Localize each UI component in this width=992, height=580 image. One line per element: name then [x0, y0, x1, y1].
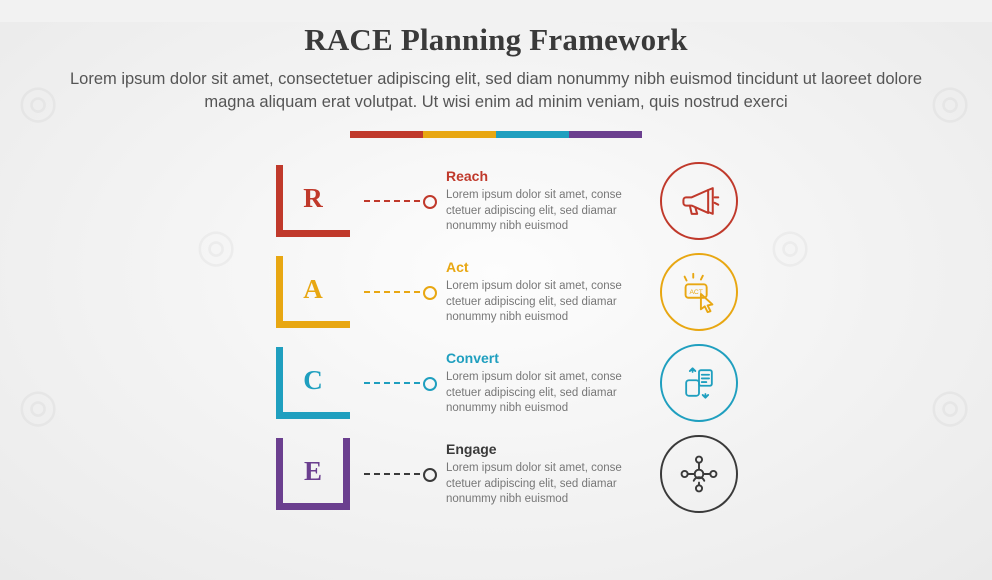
network-users-icon — [660, 435, 738, 513]
row-convert[interactable] — [276, 338, 992, 429]
row-engage[interactable] — [276, 429, 992, 520]
checklist-arrows-icon — [660, 344, 738, 422]
bracket-act — [276, 256, 350, 328]
heading-engage: Engage — [446, 441, 497, 458]
color-bar-segment-reach — [350, 131, 423, 138]
page-subtitle: Lorem ipsum dolor sit amet, consectetuer adipiscing elit, sed diam nonummy nibh euismod tincidunt ut laoreet dolore magna aliquam erat volutpat. Ut wisi enim ad minim veniam, quis nostrud exerci — [69, 70, 923, 112]
color-bar-segment-convert — [496, 131, 569, 138]
desc-convert: Lorem ipsum dolor sit amet, conse ctetuer adipiscing elit, sed diamar nonummy nibh euismod — [446, 371, 622, 415]
row-act[interactable] — [276, 247, 992, 338]
color-bar-segment-engage — [569, 131, 642, 138]
rows-container — [0, 156, 992, 520]
text-engage — [446, 441, 636, 507]
bracket-engage — [276, 438, 350, 510]
letter-engage: E — [303, 455, 322, 486]
infographic-root — [0, 22, 992, 580]
color-bar — [350, 131, 642, 138]
click-cursor-icon — [660, 253, 738, 331]
connector-engage — [364, 464, 442, 484]
svg-text:ACT: ACT — [689, 289, 703, 297]
megaphone-icon — [660, 162, 738, 240]
text-act — [446, 259, 636, 325]
icon-wrap-reach — [658, 160, 740, 242]
heading-act: Act — [446, 259, 469, 276]
icon-wrap-act — [658, 251, 740, 333]
letter-act: A — [303, 273, 323, 304]
desc-reach: Lorem ipsum dolor sit amet, conse ctetuer adipiscing elit, sed diamar nonummy nibh euismod — [446, 189, 622, 233]
bracket-reach — [276, 165, 350, 237]
heading-convert: Convert — [446, 350, 499, 367]
text-reach — [446, 168, 636, 234]
desc-act: Lorem ipsum dolor sit amet, conse ctetuer adipiscing elit, sed diamar nonummy nibh euismod — [446, 280, 622, 324]
letter-reach: R — [303, 182, 323, 213]
connector-convert — [364, 373, 442, 393]
row-reach[interactable] — [276, 156, 992, 247]
page-title: RACE Planning Framework — [304, 22, 688, 57]
bracket-convert — [276, 347, 350, 419]
connector-reach — [364, 191, 442, 211]
text-convert — [446, 350, 636, 416]
connector-act — [364, 282, 442, 302]
icon-wrap-engage — [658, 433, 740, 515]
color-bar-segment-act — [423, 131, 496, 138]
icon-wrap-convert — [658, 342, 740, 424]
letter-convert: C — [303, 364, 323, 395]
desc-engage: Lorem ipsum dolor sit amet, conse ctetuer adipiscing elit, sed diamar nonummy nibh euismod — [446, 462, 622, 506]
heading-reach: Reach — [446, 168, 489, 185]
